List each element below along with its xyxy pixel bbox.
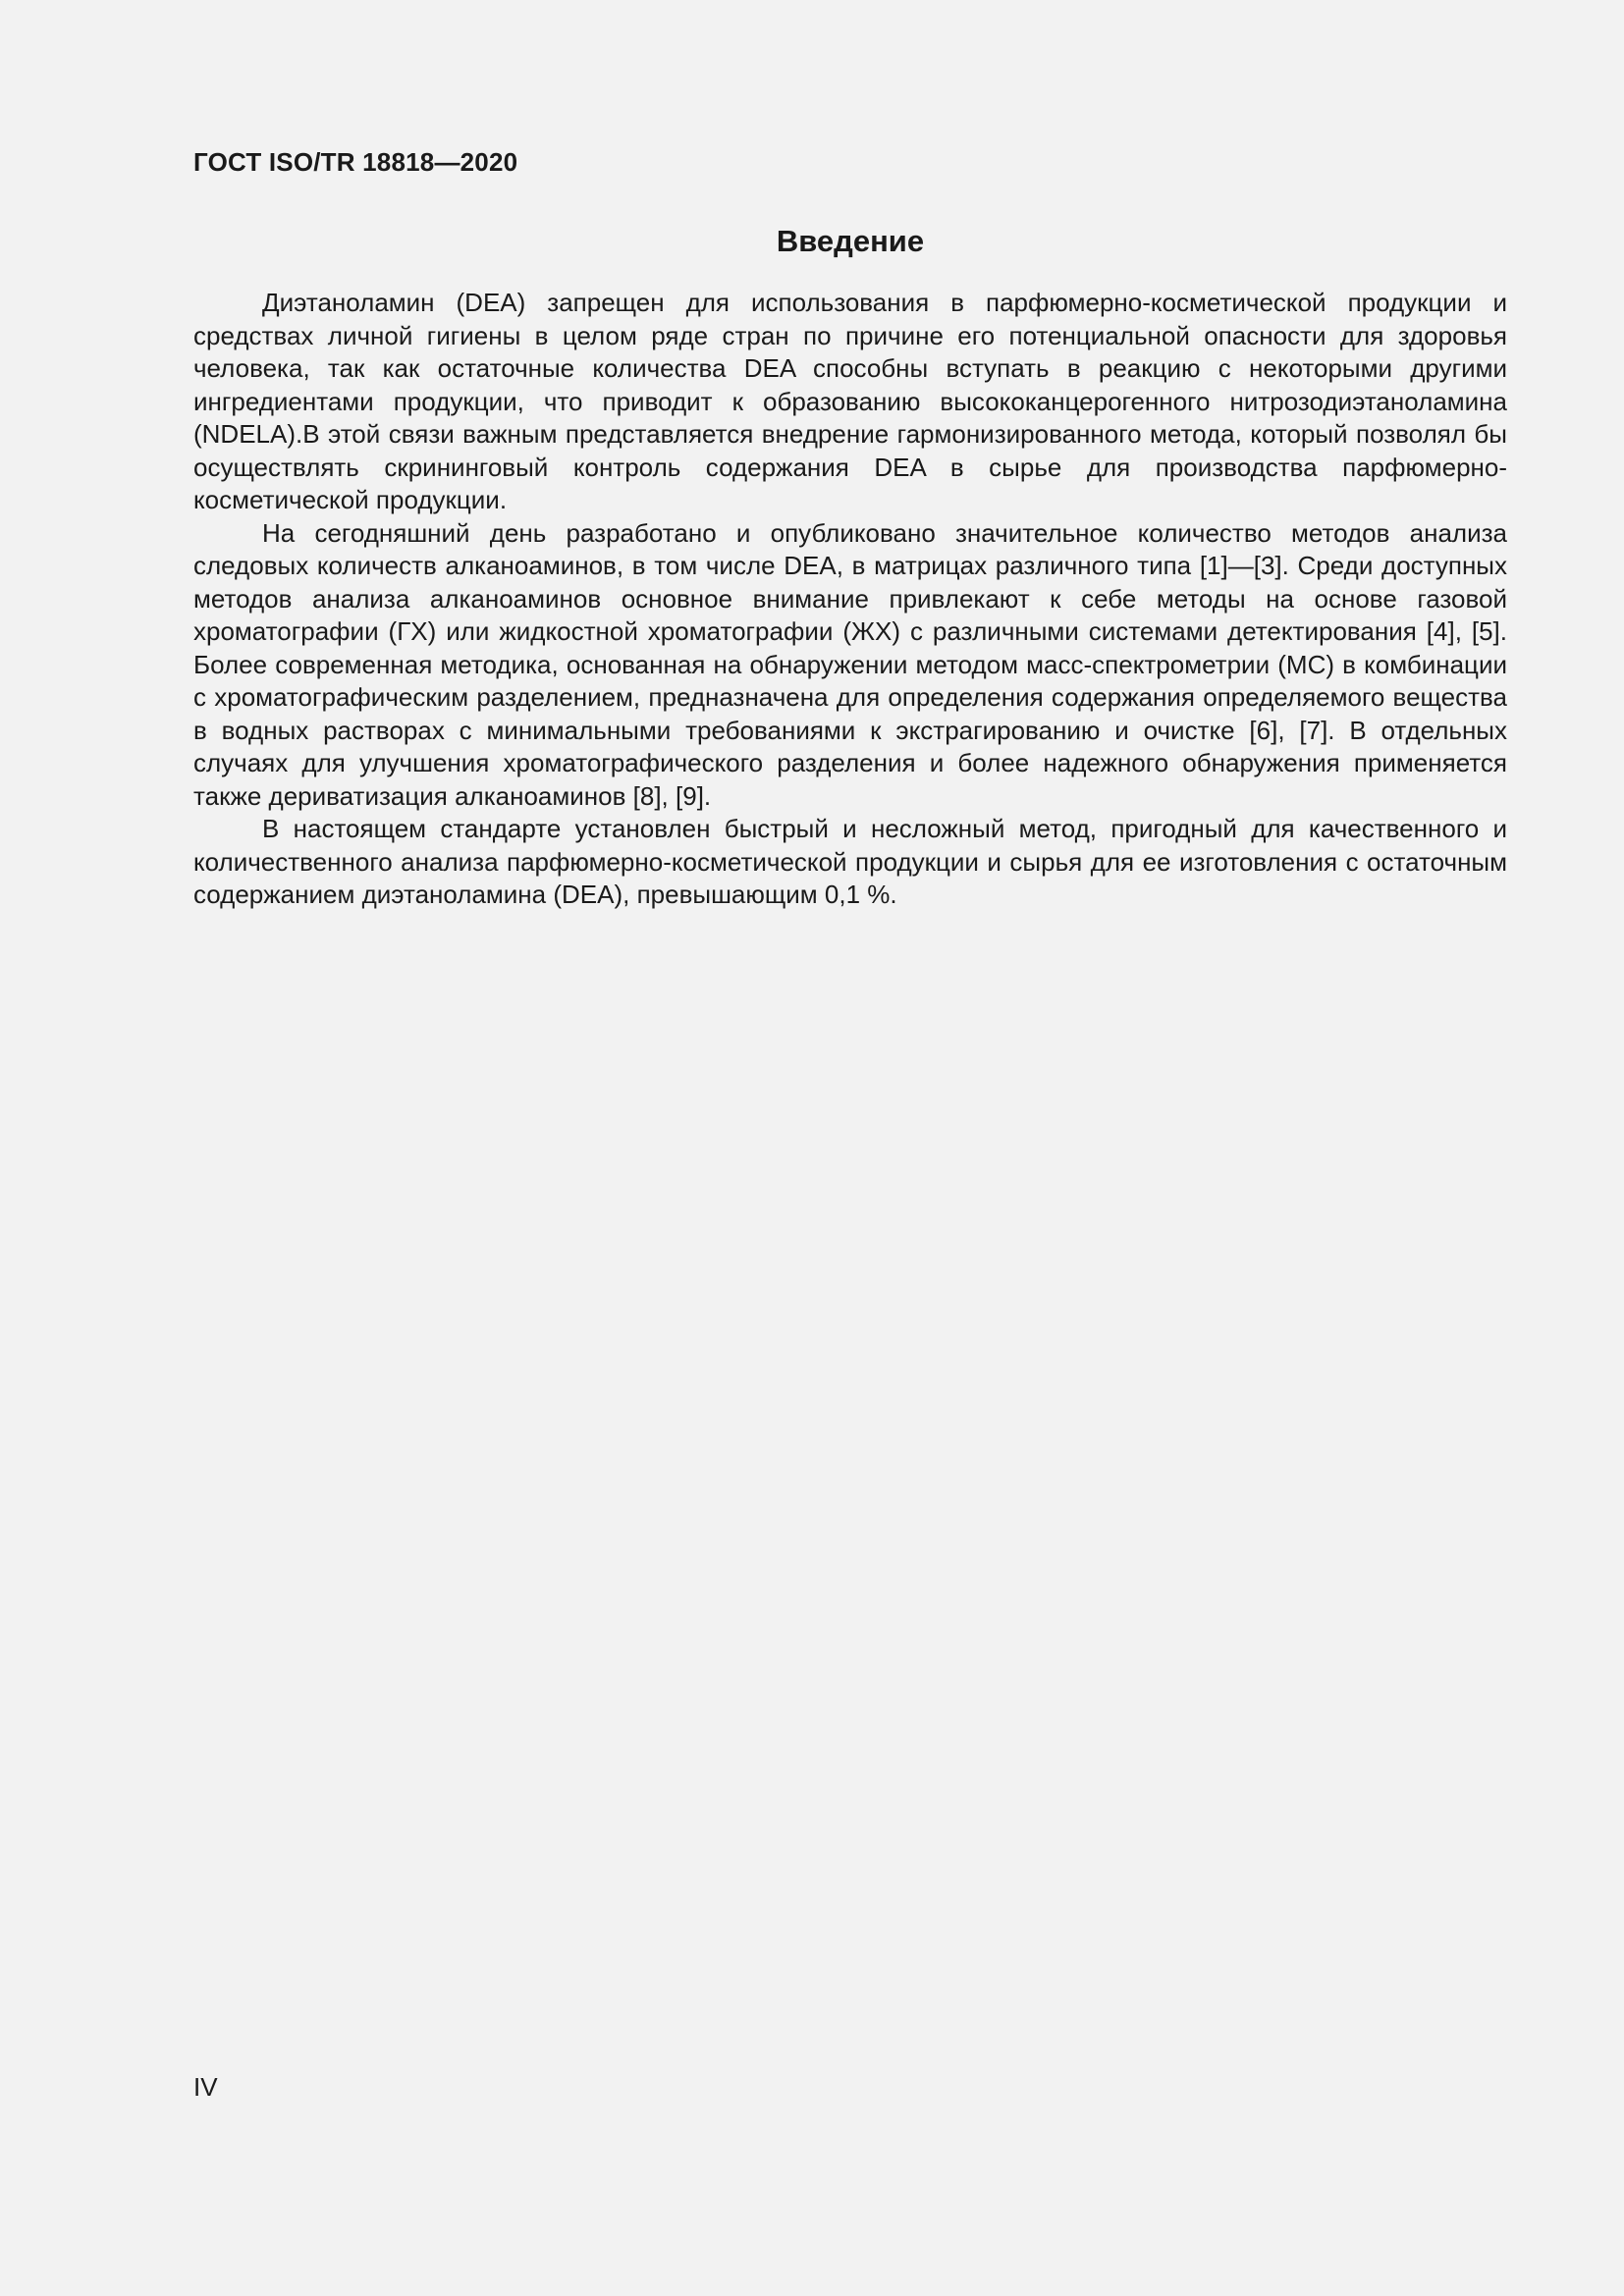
- paragraph: Диэтаноламин (DEA) запрещен для использования в парфюмерно-косметической продукции и средствах личной гигиены в целом ряде стран по причине его потенциальной опасности для здоровья человека, так как остаточные количества DEA способны вступать в реакцию с некоторыми другими ингредиентами продукции, что приводит к образованию высококанцерогенного нитрозодиэтаноламина (NDELA).В этой связи важным представляется внедрение гармонизированного метода, который позволял бы осуществлять скрининговый контроль содержания DEA в сырье для производства парфюмерно-косметической продукции.: [193, 288, 1507, 514]
- document-header: ГОСТ ISO/TR 18818—2020: [193, 147, 518, 177]
- paragraph: В настоящем стандарте установлен быстрый и несложный метод, пригодный для качественного и количественного анализа парфюмерно-косметической продукции и сырья для ее изготовления с остаточным содержанием диэтаноламина (DEA), превышающим 0,1 %.: [193, 814, 1507, 909]
- paragraph: На сегодняшний день разработано и опубликовано значительное количество методов анализа следовых количеств алканоаминов, в том числе DEA, в матрицах различного типа [1]—[3]. Среди доступных методов анализа алканоаминов основное внимание привлекают к себе методы на основе газовой хроматографии (ГХ) или жидкостной хроматографии (ЖХ) с различными системами детектирования [4], [5]. Более современная методика, основанная на обнаружении методом масс-спектрометрии (МС) в комбинации с хроматографическим разделением, предназначена для определения содержания определяемого вещества в водных растворах с минимальными требованиями к экстрагированию и очистке [6], [7]. В отдельных случаях для улучшения хроматографического разделения и более надежного обнаружения применяется также дериватизация алканоаминов [8], [9].: [193, 517, 1507, 811]
- section-title: Введение: [776, 224, 925, 258]
- document-body: [193, 287, 1507, 912]
- page-number: IV: [193, 2072, 218, 2102]
